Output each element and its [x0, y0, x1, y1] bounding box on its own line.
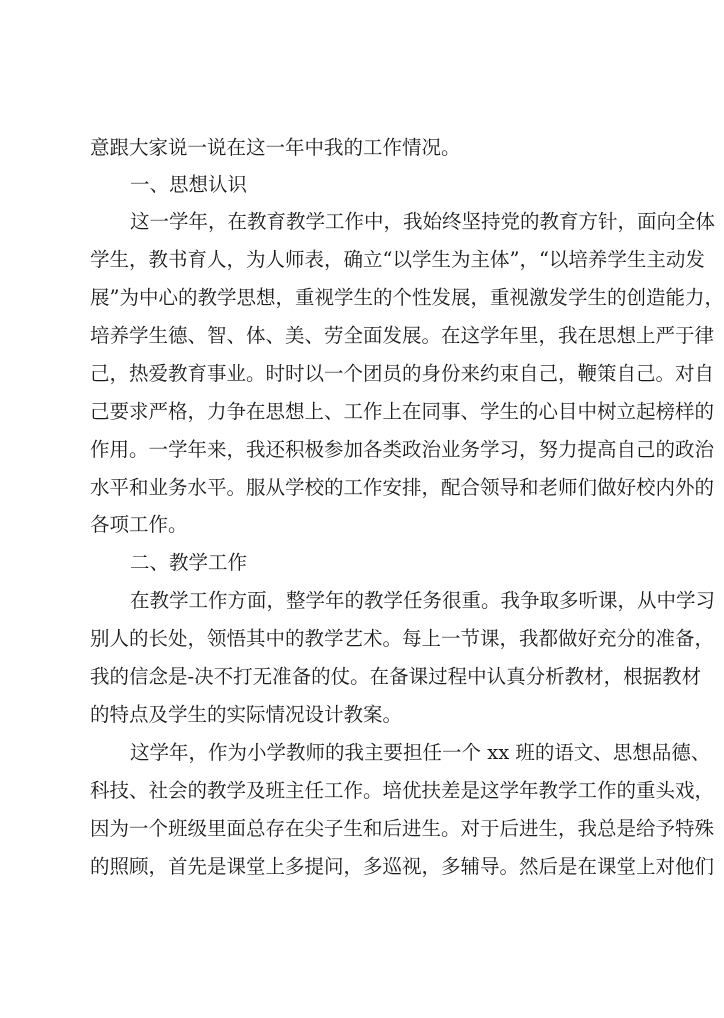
- text-line: 在教学工作方面，整学年的教学任务很重。我争取多听课，从中学习: [130, 589, 716, 612]
- section-heading: 二、教学工作: [130, 551, 248, 574]
- text-line: 培养学生德、智、体、美、劳全面发展。在这学年里，我在思想上严于律: [90, 324, 715, 347]
- text-line: 的特点及学生的实际情况设计教案。: [90, 703, 403, 726]
- section-heading: 一、思想认识: [130, 173, 248, 196]
- text-line: 学生，教书育人，为人师表，确立“以学生为主体”，“以培养学生主动发: [90, 248, 705, 271]
- text-line: 展”为中心的教学思想，重视学生的个性发展，重视激发学生的创造能力，: [90, 286, 724, 309]
- text-line: 我的信念是-决不打无准备的仗。在备课过程中认真分析教材，根据教材: [90, 665, 702, 688]
- text-line: 己要求严格，力争在思想上、工作上在同事、学生的心目中树立起榜样的: [90, 400, 715, 423]
- text-line: 作用。一学年来，我还积极参加各类政治业务学习，努力提高自己的政治: [90, 438, 715, 461]
- text-line: 水平和业务水平。服从学校的工作安排，配合领导和老师们做好校内外的: [90, 476, 715, 499]
- text-line: 因为一个班级里面总存在尖子生和后进生。对于后进生，我总是给予特殊: [90, 817, 715, 840]
- text-line: 这一学年，在教育教学工作中，我始终坚持党的教育方针，面向全体: [130, 210, 716, 233]
- text-line: 各项工作。: [90, 513, 188, 536]
- text-line: 别人的长处，领悟其中的教学艺术。每上一节课，我都做好充分的准备，: [90, 627, 715, 650]
- text-line: 这学年，作为小学教师的我主要担任一个 xx 班的语文、思想品德、: [130, 741, 711, 764]
- text-line: 的照顾，首先是课堂上多提问，多巡视，多辅导。然后是在课堂上对他们: [90, 855, 715, 878]
- text-line: 己，热爱教育事业。时时以一个团员的身份来约束自己，鞭策自己。对自: [90, 362, 715, 385]
- text-line: 科技、社会的教学及班主任工作。培优扶差是这学年教学工作的重头戏，: [90, 779, 715, 802]
- text-line: 意跟大家说一说在这一年中我的工作情况。: [90, 136, 461, 159]
